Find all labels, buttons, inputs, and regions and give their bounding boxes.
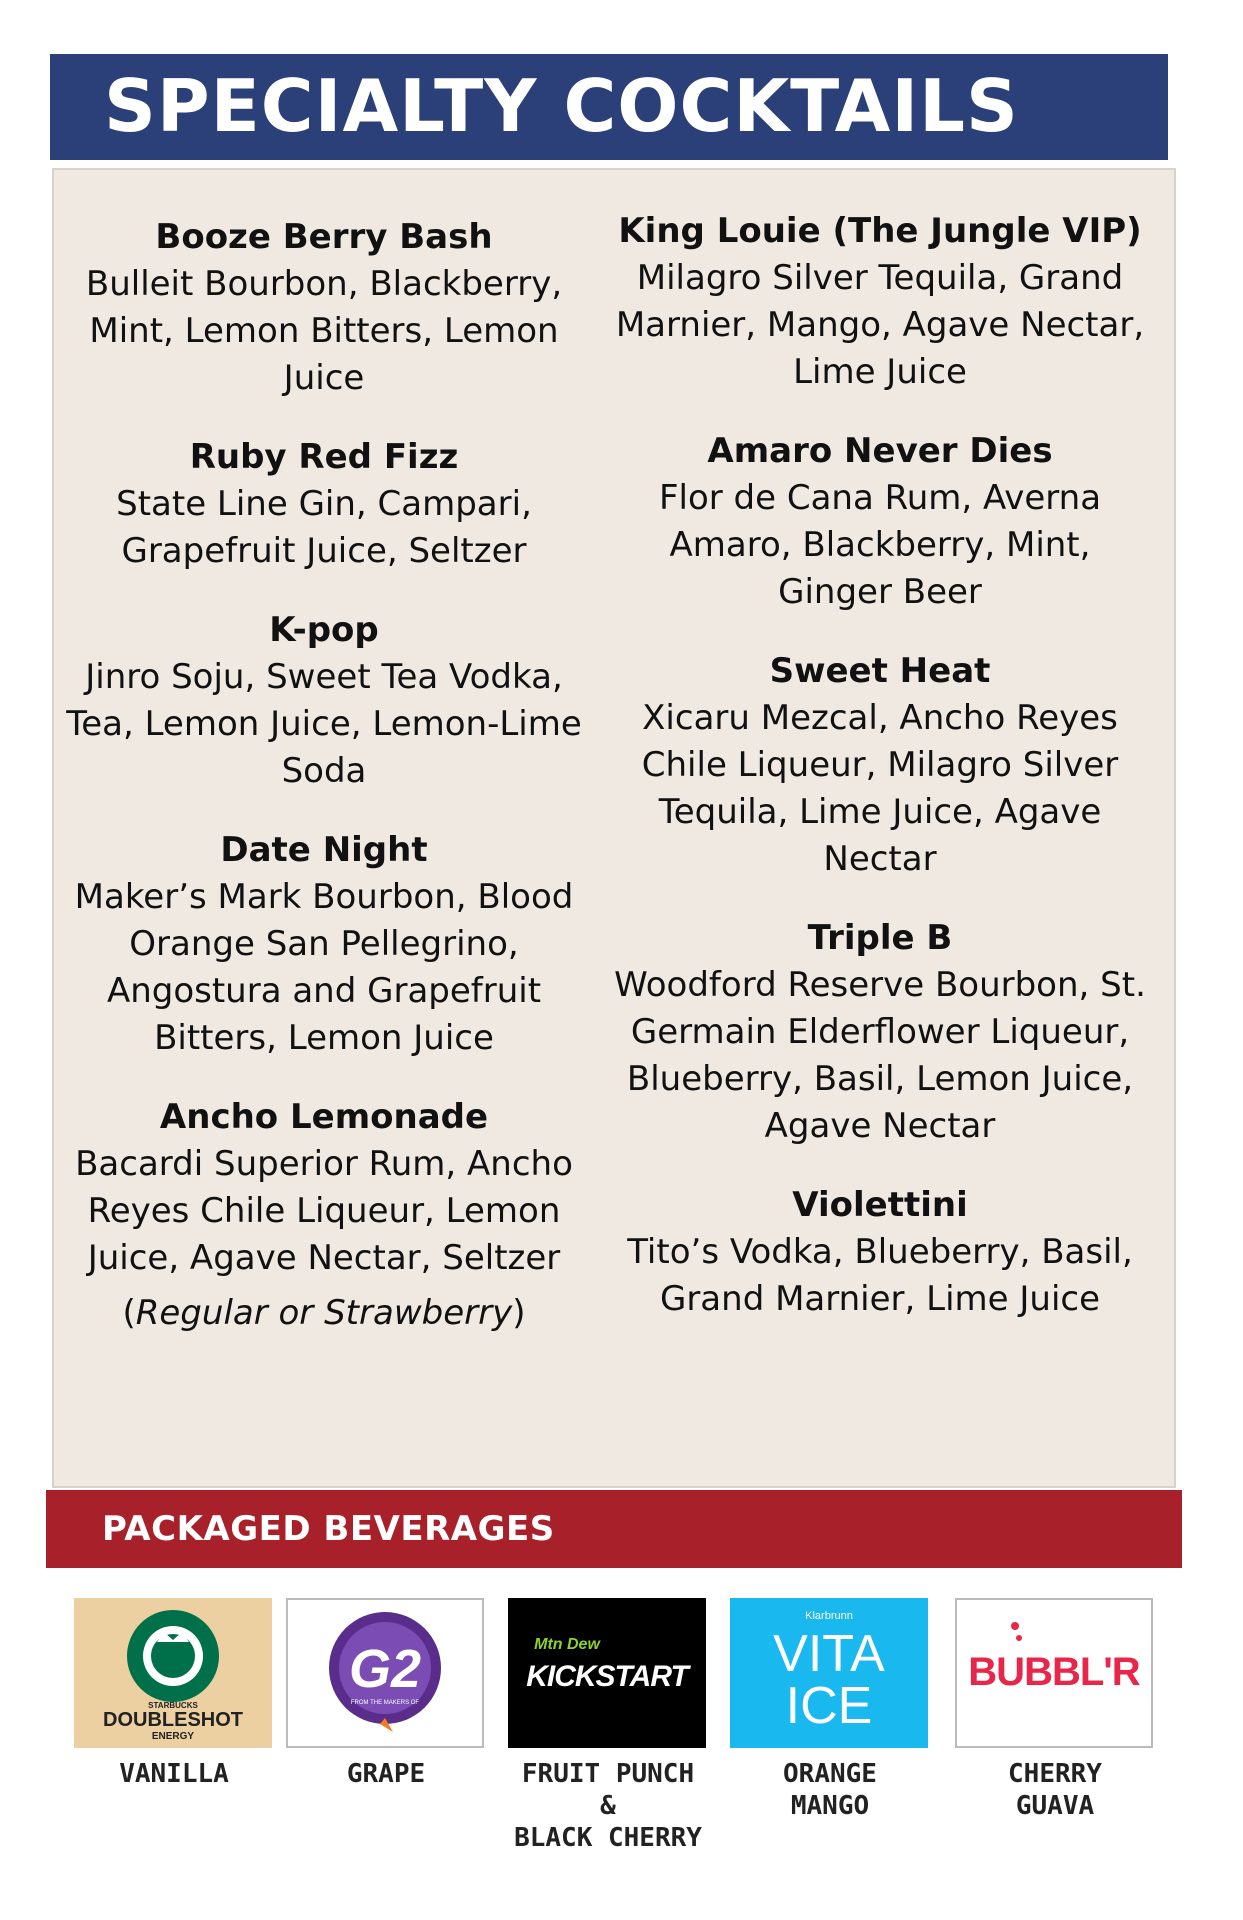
cocktail-item	[44, 1094, 604, 1337]
beverage-flavor	[955, 1758, 1155, 1822]
cocktail-name: King Louie (The Jungle VIP)	[618, 211, 1142, 251]
cocktail-item	[600, 428, 1160, 616]
cocktail-variant-note: (Regular or Strawberry)	[122, 1293, 526, 1333]
beverage-flavor-line: ORANGE	[783, 1759, 877, 1789]
beverage-item	[955, 1598, 1155, 1822]
cocktail-column-right	[600, 208, 1160, 1355]
logo-text: KICKSTART	[526, 1660, 688, 1693]
logo-text: Klarbrunn	[805, 1610, 853, 1622]
vita-ice-logo-icon	[730, 1598, 928, 1748]
cocktail-item	[600, 208, 1160, 396]
cocktail-column-left	[44, 214, 604, 1369]
cocktail-description: Maker’s Mark Bourbon, Blood Orange San Pellegrino, Angostura and Grapefruit Bitters, Lemon Juice	[74, 877, 574, 1058]
cocktail-description: Tito’s Vodka, Blueberry, Basil, Grand Marnier, Lime Juice	[627, 1232, 1133, 1319]
bubblr-logo-icon	[955, 1598, 1153, 1748]
cocktail-item	[600, 915, 1160, 1150]
cocktail-description: Woodford Reserve Bourbon, St. Germain Elderflower Liqueur, Blueberry, Basil, Lemon Juice, Agave Nectar	[614, 965, 1146, 1146]
cocktail-name: Triple B	[807, 918, 953, 958]
kickstart-logo-icon	[508, 1598, 706, 1748]
logo-text: BUBBL'R	[968, 1650, 1140, 1694]
cocktail-description: Bulleit Bourbon, Blackberry, Mint, Lemon Bitters, Lemon Juice	[85, 264, 563, 398]
beverage-flavor-line: BLACK CHERRY	[514, 1823, 702, 1853]
cocktail-item	[44, 607, 604, 795]
cocktail-name: Date Night	[220, 830, 428, 870]
cocktail-description: Milagro Silver Tequila, Grand Marnier, Mango, Agave Nectar, Lime Juice	[615, 258, 1145, 392]
beverage-item	[74, 1598, 274, 1790]
logo-text: G2	[348, 1639, 422, 1699]
cocktail-name: Violettini	[792, 1185, 968, 1225]
cocktail-description: Xicaru Mezcal, Ancho Reyes Chile Liqueur, Milagro Silver Tequila, Lime Juice, Agave Nectar	[641, 698, 1119, 879]
logo-text: VITA	[773, 1625, 885, 1683]
beverage-flavor-line: CHERRY	[1008, 1759, 1102, 1789]
cocktail-name: Ancho Lemonade	[159, 1097, 489, 1137]
beverage-flavor: GRAPE	[346, 1759, 426, 1789]
cocktail-description: Flor de Cana Rum, Averna Amaro, Blackberry, Mint, Ginger Beer	[658, 478, 1102, 612]
logo-text: ICE	[785, 1677, 873, 1735]
beverage-flavor-line: GUAVA	[1015, 1791, 1095, 1821]
cocktail-name: Amaro Never Dies	[707, 431, 1053, 471]
logo-text: FROM THE MAKERS OF	[350, 1700, 420, 1706]
beverage-item	[730, 1598, 930, 1822]
cocktail-description: Jinro Soju, Sweet Tea Vodka, Tea, Lemon Juice, Lemon-Lime Soda	[66, 657, 582, 791]
page-title: SPECIALTY COCKTAILS	[104, 64, 1019, 148]
cocktail-item	[44, 434, 604, 575]
cocktail-item	[44, 214, 604, 402]
cocktail-name: Ruby Red Fizz	[189, 437, 459, 477]
beverage-item	[286, 1598, 486, 1790]
cocktail-description: State Line Gin, Campari, Grapefruit Juice, Seltzer	[116, 484, 532, 571]
beverage-flavor: VANILLA	[119, 1759, 229, 1789]
cocktail-name: K-pop	[269, 610, 379, 650]
cocktail-name: Sweet Heat	[769, 651, 991, 691]
logo-text: ENERGY	[151, 1731, 195, 1742]
beverage-flavor	[508, 1758, 708, 1854]
cocktail-item	[44, 827, 604, 1062]
beverage-flavor-line: MANGO	[790, 1791, 870, 1821]
g2-logo-icon	[286, 1598, 484, 1748]
logo-text: DOUBLESHOT	[103, 1709, 243, 1731]
packaged-title: PACKAGED BEVERAGES	[102, 1509, 555, 1549]
cocktail-name: Booze Berry Bash	[155, 217, 493, 257]
cocktail-item	[600, 1182, 1160, 1323]
beverage-flavor	[730, 1758, 930, 1822]
logo-text: Mtn Dew	[534, 1636, 600, 1653]
cocktail-description: Bacardi Superior Rum, Ancho Reyes Chile Liqueur, Lemon Juice, Agave Nectar, Seltzer	[75, 1144, 573, 1278]
starbucks-doubleshot-logo-icon	[74, 1598, 272, 1748]
beverage-item	[508, 1598, 708, 1854]
beverage-flavor-line: FRUIT PUNCH &	[521, 1759, 695, 1821]
cocktail-item	[600, 648, 1160, 883]
logo-text: STARBUCKS	[148, 1701, 198, 1710]
